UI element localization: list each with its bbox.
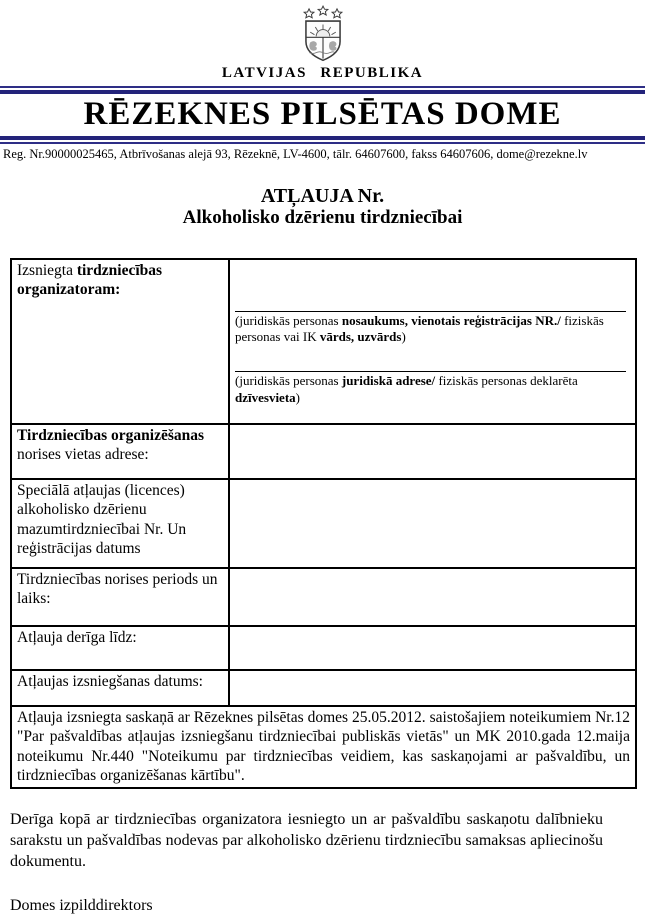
venue-address-value-cell: [229, 424, 636, 479]
valid-until-label-cell: Atļauja derīga līdz:: [11, 626, 229, 670]
legal-note-cell: Atļauja izsniegta saskaņā ar Rēzeknes pilsētas domes 25.05.2012. saistošajiem noteikumiem Nr.12 "Par pašvaldības atļaujas izsniegšanu tirdzniecībai publiskās vietās" un MK 2010.gada 12.maija noteikumu Nr.440 "Noteikumu par tirdzniecības veidiem, kas saskaņojami ar pašvaldību, un tirdzniecības organizēšanas kārtību".: [11, 706, 636, 789]
fill-in-line-2: [235, 371, 626, 372]
issued-to-label-bold: tirdzniecības organizatoram:: [17, 261, 163, 299]
caption1-bold-d: vārds, uzvārds: [319, 329, 402, 345]
table-row-trade-period: [11, 568, 636, 626]
license-value-cell: [229, 479, 636, 568]
fill-in-caption-2: [235, 373, 630, 406]
trade-period-value-cell: [229, 568, 636, 626]
organization-name: RĒZEKNES PILSĒTAS DOME: [83, 96, 562, 132]
valid-until-value-cell: [229, 626, 636, 670]
table-row-license: [11, 479, 636, 568]
issued-to-blank-field-1: [235, 261, 630, 311]
fill-in-line-1: [235, 311, 626, 312]
fill-in-caption-1: [235, 313, 630, 346]
caption1-regular-e: ): [401, 329, 406, 345]
header-top-rules: [0, 86, 645, 94]
caption1-regular-a: (juridiskās personas: [235, 312, 342, 328]
document-title-line1: ATĻAUJA Nr.: [260, 185, 385, 207]
venue-label-regular: norises vietas adrese:: [17, 446, 149, 464]
latvia-coat-of-arms-icon: [0, 4, 645, 62]
permit-form-table: [10, 258, 637, 790]
contact-line: Reg. Nr.90000025465, Atbrīvošanas alejā 93, Rēzeknē, LV-4600, tālr. 64607600, fakss 64607606, dome@rezekne.lv: [3, 147, 588, 161]
caption2-regular-a: (juridiskās personas: [235, 373, 342, 389]
table-row-issued-to: [11, 259, 636, 424]
issued-to-value-cell: [229, 259, 636, 424]
caption2-regular-c: fiziskās personas deklarēta: [435, 373, 578, 389]
license-label-cell: Speciālā atļaujas (licences) alkoholisko dzērienu mazumtirdzniecībai Nr. Un reģistrācijas datums: [11, 479, 229, 568]
caption1-bold-b: nosaukums, vienotais reģistrācijas NR./: [341, 312, 561, 328]
table-row-venue-address: [11, 424, 636, 479]
caption2-bold-b: juridiskā adrese/: [341, 373, 436, 389]
table-row-issue-date: [11, 670, 636, 706]
caption1-regular-c: fiziskās personas vai IK: [235, 312, 604, 345]
signature-title: Domes izpilddirektors: [10, 896, 153, 914]
issued-to-label-regular: Izsniegta: [17, 261, 77, 279]
issued-to-label-cell: [11, 259, 229, 424]
letterhead: [0, 0, 645, 162]
document-title-line2: Alkoholisko dzērienu tirdzniecībai: [182, 207, 463, 228]
validity-note: Derīga kopā ar tirdzniecības organizatora iesniegto un ar pašvaldību saskaņotu dalībnieku sarakstu un pašvaldības nodevas par alkoholisko dzērienu tirdzniecību samaksas apliecinošu dokumentu.: [10, 811, 603, 870]
table-row-legal-note: [11, 706, 636, 789]
issue-date-value-cell: [229, 670, 636, 706]
country-name: LATVIJAS REPUBLIKA: [221, 65, 424, 81]
document-title: [0, 185, 645, 229]
header-bottom-rules: [0, 136, 645, 144]
venue-label-bold: Tirdzniecības organizēšanas: [17, 426, 205, 444]
caption2-bold-d: dzīvesvieta: [235, 389, 296, 405]
caption2-regular-e: ): [295, 389, 300, 405]
trade-period-label-cell: Tirdzniecības norises periods un laiks:: [11, 568, 229, 626]
venue-address-label-cell: [11, 424, 229, 479]
table-row-valid-until: [11, 626, 636, 670]
issued-to-blank-field-2: [235, 345, 630, 371]
issue-date-label-cell: Atļaujas izsniegšanas datums:: [11, 670, 229, 706]
